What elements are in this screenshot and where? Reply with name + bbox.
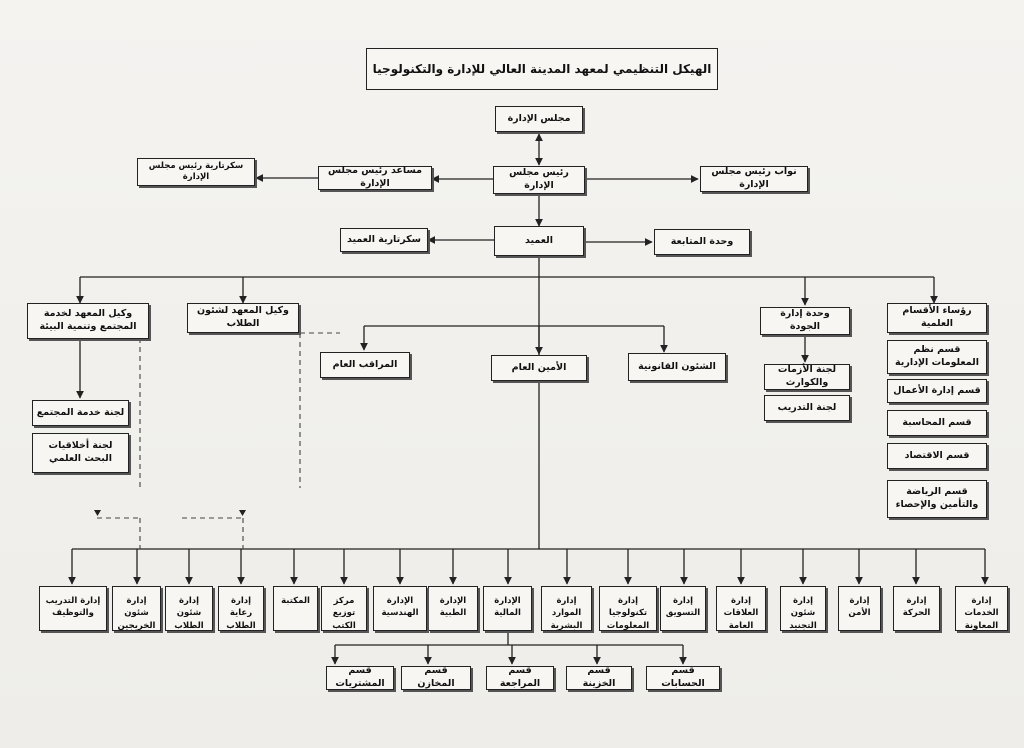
administration-box: إدارة الأمن xyxy=(838,586,881,631)
administration-box: إدارة التسويق xyxy=(660,586,706,631)
administration-box: إدارة الموارد البشرية xyxy=(541,586,592,631)
administration-box: المكتبة xyxy=(273,586,318,631)
general-monitor-box: المراقب العام xyxy=(320,352,410,378)
chairman-deputies-box: نواب رئيس مجلس الإدارة xyxy=(700,166,808,192)
chart-title: الهيكل التنظيمي لمعهد المدينة العالي للإدارة والتكنولوجيا xyxy=(366,48,718,90)
department-box: قسم المحاسبة xyxy=(887,410,987,436)
administration-box: إدارة شئون الطلاب xyxy=(165,586,213,631)
community-service-committee-box: لجنة خدمة المجتمع xyxy=(32,400,129,426)
chairman-box: رئيس مجلس الإدارة xyxy=(493,166,585,194)
finance-section-box: قسم المراجعة xyxy=(486,666,554,690)
department-box: قسم نظم المعلومات الإدارية xyxy=(887,340,987,374)
administration-box: إدارة شئون الخريجين xyxy=(112,586,161,631)
administration-box: إدارة التدريب والتوظيف xyxy=(39,586,107,631)
administration-box: إدارة العلاقات العامة xyxy=(716,586,766,631)
administration-box: الإدارة الطبية xyxy=(428,586,478,631)
administration-box: مركز توزيع الكتب xyxy=(321,586,367,631)
finance-section-box: قسم الحسابات xyxy=(646,666,720,690)
administration-box: إدارة رعاية الطلاب xyxy=(218,586,264,631)
chairman-secretary-box: سكرتارية رئيس مجلس الإدارة xyxy=(137,158,255,186)
dean-secretary-box: سكرتارية العميد xyxy=(340,228,428,252)
legal-affairs-box: الشئون القانونية xyxy=(628,353,726,381)
department-heads-box: رؤساء الأقسام العلمية xyxy=(887,303,987,333)
research-ethics-committee-box: لجنة أخلاقيات البحث العلمي xyxy=(32,433,129,473)
board-of-directors-box: مجلس الإدارة xyxy=(495,106,583,132)
administration-box: إدارة شئون التجنيد xyxy=(780,586,826,631)
crisis-committee-box: لجنة الأزمات والكوارث xyxy=(764,364,850,390)
dean-box: العميد xyxy=(494,226,584,256)
secretary-general-box: الأمين العام xyxy=(491,355,587,381)
department-box: قسم الاقتصاد xyxy=(887,443,987,469)
department-box: قسم إدارة الأعمال xyxy=(887,379,987,403)
finance-section-box: قسم الخزينة xyxy=(566,666,632,690)
chairman-assistant-box: مساعد رئيس مجلس الإدارة xyxy=(318,166,432,190)
followup-unit-box: وحدة المتابعة xyxy=(654,229,750,255)
administration-box: الإدارة المالية xyxy=(483,586,532,631)
finance-section-box: قسم المخازن xyxy=(401,666,471,690)
quality-unit-box: وحدة إدارة الجودة xyxy=(760,307,850,335)
vice-dean-community-box: وكيل المعهد لخدمة المجتمع وتنمية البيئة xyxy=(27,303,149,339)
vice-dean-students-box: وكيل المعهد لشئون الطلاب xyxy=(187,303,299,333)
administration-box: إدارة الخدمات المعاونة xyxy=(955,586,1008,631)
administration-box: إدارة تكنولوجيا المعلومات xyxy=(599,586,657,631)
training-committee-box: لجنة التدريب xyxy=(764,395,850,421)
finance-section-box: قسم المشتريات xyxy=(326,666,394,690)
department-box: قسم الرياضة والتأمين والإحصاء xyxy=(887,480,987,518)
administration-box: إدارة الحركة xyxy=(893,586,940,631)
administration-box: الإدارة الهندسية xyxy=(373,586,427,631)
